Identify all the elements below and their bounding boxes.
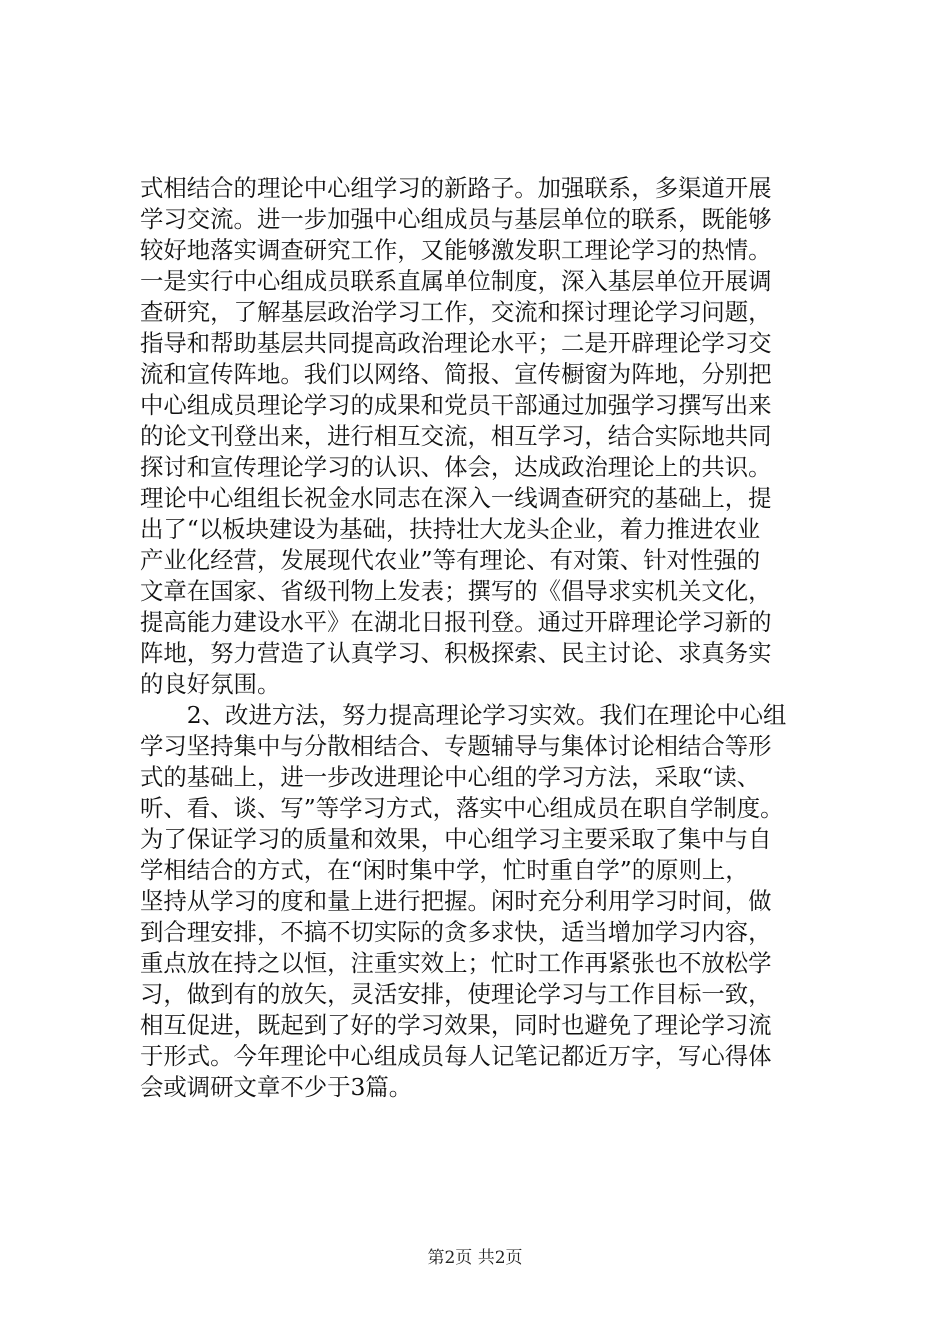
text-line-6: 指导和帮助基层共同提高政治理论水平；二是开辟理论学习交	[140, 329, 772, 357]
text-line-16: 阵地，努力营造了认真学习、积极探索、民主讨论、求真务实	[140, 639, 772, 667]
text-line-24: 坚持从学习的度和量上进行把握。闲时充分利用学习时间，做	[140, 887, 772, 915]
text-line-25: 到合理安排，不搞不切实际的贪多求快，适当增加学习内容，	[140, 918, 772, 946]
text-line-11: 理论中心组组长祝金水同志在深入一线调查研究的基础上，提	[140, 484, 772, 512]
text-line-27: 习，做到有的放矢，灵活安排，使理论学习与工作目标一致，	[140, 980, 772, 1008]
text-line-3: 较好地落实调查研究工作，又能够激发职工理论学习的热情。	[140, 236, 772, 264]
text-line-13: 产业化经营，发展现代农业”等有理论、有对策、针对性强的	[140, 546, 761, 574]
text-line-20: 式的基础上，进一步改进理论中心组的学习方法，采取“读、	[140, 763, 761, 791]
text-line-22: 为了保证学习的质量和效果，中心组学习主要采取了集中与自	[140, 825, 772, 853]
text-line-21: 听、看、谈、写”等学习方式，落实中心组成员在职自学制度。	[140, 794, 784, 822]
body-text	[140, 173, 830, 1103]
page-number-footer: 第2页 共2页	[427, 1248, 523, 1268]
text-line-5: 查研究，了解基层政治学习工作，交流和探讨理论学习问题，	[140, 298, 772, 326]
text-line-2: 学习交流。进一步加强中心组成员与基层单位的联系，既能够	[140, 205, 772, 233]
text-line-17: 的良好氛围。	[140, 670, 281, 698]
text-line-8: 中心组成员理论学习的成果和党员干部通过加强学习撰写出来	[140, 391, 772, 419]
text-line-7: 流和宣传阵地。我们以网络、简报、宣传橱窗为阵地，分别把	[140, 360, 772, 388]
text-line-14: 文章在国家、省级刊物上发表；撰写的《倡导求实机关文化，	[140, 577, 772, 605]
text-line-23: 学相结合的方式，在“闲时集中学，忙时重自学”的原则上，	[140, 856, 749, 884]
text-line-9: 的论文刊登出来，进行相互交流，相互学习，结合实际地共同	[140, 422, 772, 450]
text-line-19: 学习坚持集中与分散相结合、专题辅导与集体讨论相结合等形	[140, 732, 772, 760]
text-line-26: 重点放在持之以恒，注重实效上；忙时工作再紧张也不放松学	[140, 949, 772, 977]
text-line-30: 会或调研文章不少于3篇。	[140, 1073, 413, 1101]
text-line-4: 一是实行中心组成员联系直属单位制度，深入基层单位开展调	[140, 267, 772, 295]
text-line-12: 出了“以板块建设为基础，扶持壮大龙头企业，着力推进农业	[140, 515, 761, 543]
text-line-10: 探讨和宣传理论学习的认识、体会，达成政治理论上的共识。	[140, 453, 772, 481]
text-line-15: 提高能力建设水平》在湖北日报刊登。通过开辟理论学习新的	[140, 608, 772, 636]
text-line-29: 于形式。今年理论中心组成员每人记笔记都近万字，写心得体	[140, 1042, 772, 1070]
text-line-1: 式相结合的理论中心组学习的新路子。加强联系，多渠道开展	[140, 174, 772, 202]
text-line-28: 相互促进，既起到了好的学习效果，同时也避免了理论学习流	[140, 1011, 772, 1039]
text-line-18: 2、改进方法，努力提高理论学习实效。我们在理论中心组	[140, 701, 787, 729]
